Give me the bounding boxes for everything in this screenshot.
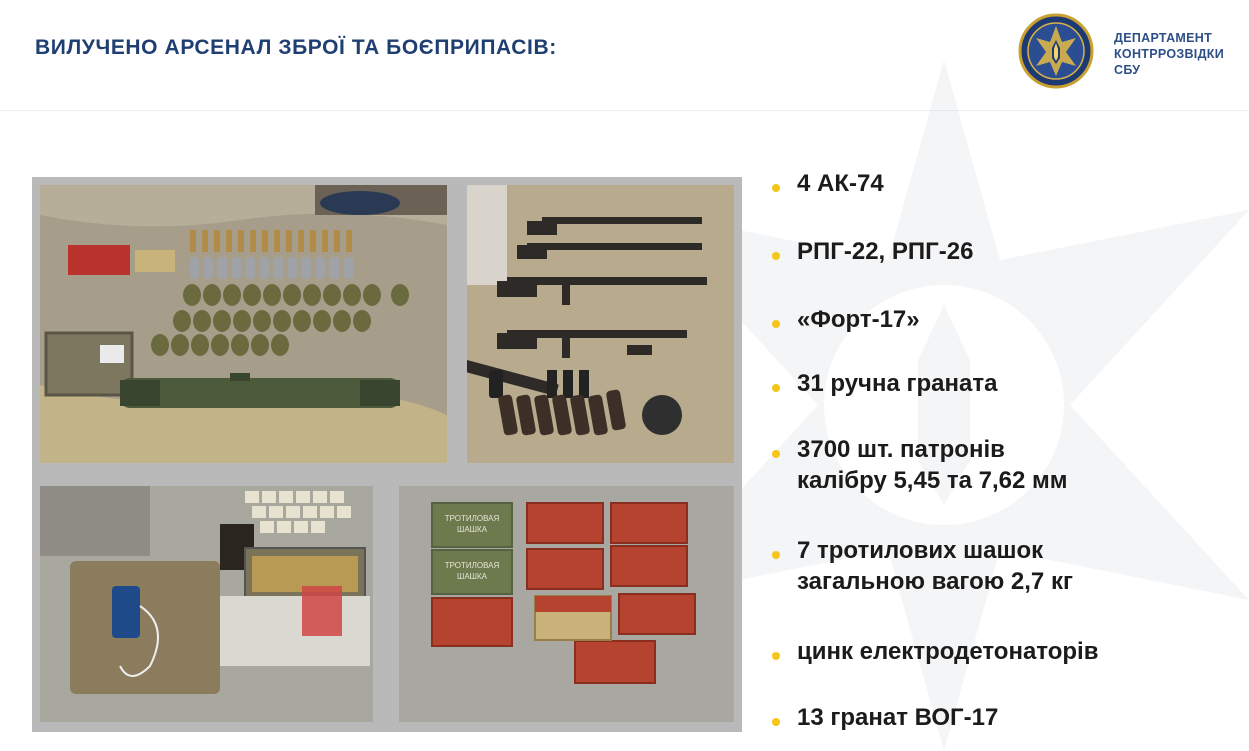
item-line: 7 тротилових шашок <box>797 537 1044 564</box>
department-line-1: ДЕПАРТАМЕНТ <box>1114 31 1213 45</box>
tnt-label-2-line-1: ТРОТИЛОВАЯ <box>444 561 500 570</box>
bullet-dot <box>772 184 780 192</box>
evidence-photo-collage <box>32 177 742 732</box>
department-name <box>1114 30 1224 78</box>
item-line: 4 АК-74 <box>797 170 884 197</box>
bullet-dot <box>772 718 780 726</box>
item-line: калібру 5,45 та 7,62 мм <box>797 467 1068 494</box>
bullet-dot <box>772 320 780 328</box>
department-line-3: СБУ <box>1114 63 1141 77</box>
item-line: РПГ-22, РПГ-26 <box>797 238 974 265</box>
photo-rifles-and-magazines <box>467 185 734 463</box>
photo-grenades-and-launcher <box>40 185 447 463</box>
tnt-label-2-line-2: ШАШКА <box>457 572 487 581</box>
header-bar <box>0 0 1249 111</box>
item-line: 3700 шт. патронів <box>797 436 1005 463</box>
item-line: 13 гранат ВОГ-17 <box>797 704 999 731</box>
item-line: цинк електродетонаторів <box>797 638 1099 665</box>
photo-ammo-boxes-and-phone <box>40 486 373 722</box>
page-title: ВИЛУЧЕНО АРСЕНАЛ ЗБРОЇ ТА БОЄПРИПАСІВ: <box>35 36 557 59</box>
bullet-dot <box>772 450 780 458</box>
item-line: «Форт-17» <box>797 306 920 333</box>
sbu-emblem-logo <box>1018 12 1094 90</box>
tnt-label-1-line-1: ТРОТИЛОВАЯ <box>444 514 500 523</box>
department-line-2: КОНТРРОЗВІДКИ <box>1114 47 1224 61</box>
item-line: 31 ручна граната <box>797 370 998 397</box>
bullet-dot <box>772 652 780 660</box>
bullet-dot <box>772 252 780 260</box>
item-line: загальною вагою 2,7 кг <box>797 568 1073 595</box>
photo-tnt-blocks <box>399 486 734 722</box>
tnt-label-1-line-2: ШАШКА <box>457 525 487 534</box>
bullet-dot <box>772 551 780 559</box>
bullet-dot <box>772 384 780 392</box>
